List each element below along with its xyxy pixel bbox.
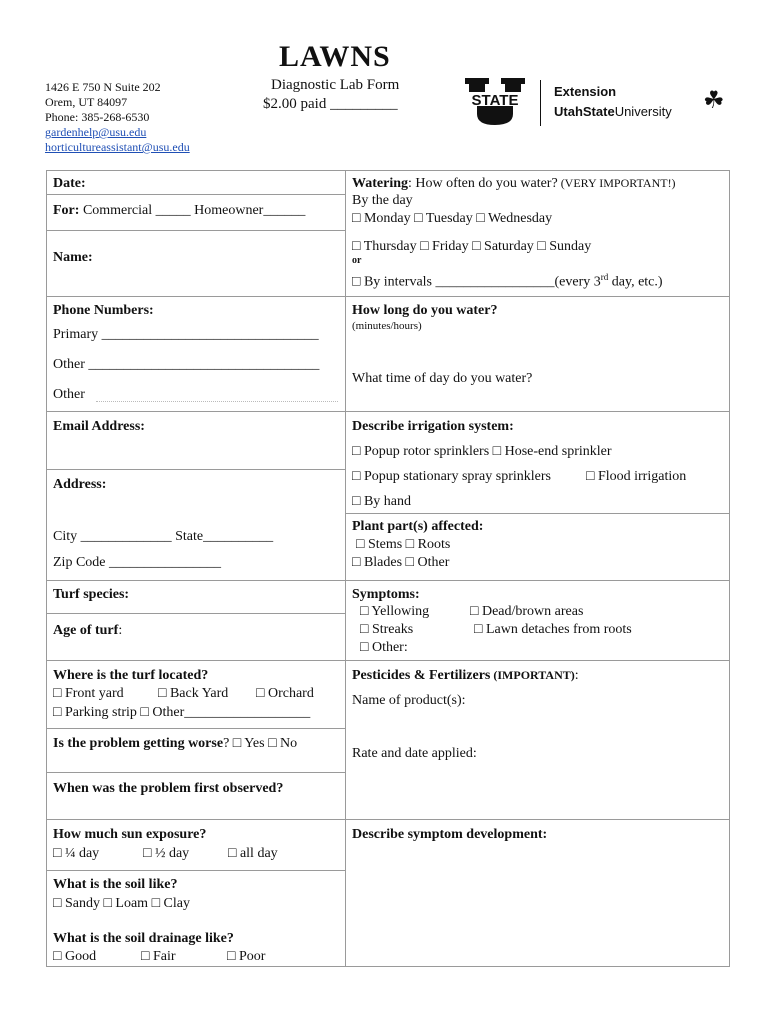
checkbox-back-yard[interactable]: □ Back Yard [158,686,229,701]
rate-date-label: Rate and date applied: [352,746,477,761]
plant-parts-label: Plant part(s) affected: [352,519,484,534]
checkbox-orchard[interactable]: □ Orchard [256,686,314,701]
weekday-checkboxes-1[interactable]: □ Monday □ Tuesday □ Wednesday [352,211,553,226]
checkbox-drainage-poor[interactable]: □ Poor [227,949,266,964]
symptom-development-label: Describe symptom development: [352,827,548,842]
usu-name: UtahStateUniversity [554,104,672,119]
email-link-gardenhelp[interactable]: gardenhelp@usu.edu [45,125,147,139]
checkbox-front-yard[interactable]: □ Front yard [53,686,124,701]
problem-worse-field[interactable]: Is the problem getting worse? □ Yes □ No [53,736,298,751]
name-label: Name: [53,250,93,265]
turf-species-label: Turf species: [53,587,130,602]
checkbox-popup-stationary[interactable]: □ Popup stationary spray sprinklers [352,469,551,484]
for-field[interactable]: For: Commercial _____ Homeowner______ [53,203,306,218]
checkbox-half-day[interactable]: □ ½ day [143,846,190,861]
address-label: Address: [53,477,107,492]
checkbox-streaks[interactable]: □ Streaks [360,622,414,637]
paid-field[interactable]: $2.00 paid _________ [263,96,398,112]
email-address-label: Email Address: [53,419,145,434]
first-observed-label: When was the problem first observed? [53,781,284,796]
page-title: LAWNS [279,40,391,73]
checkbox-drainage-fair[interactable]: □ Fair [141,949,176,964]
product-name-label: Name of product(s): [352,693,466,708]
checkbox-parking-other[interactable]: □ Parking strip □ Other__________________ [53,705,311,720]
pesticides-label: Pesticides & Fertilizers (IMPORTANT): [352,668,579,683]
sun-exposure-label: How much sun exposure? [53,827,207,842]
checkbox-drainage-good[interactable]: □ Good [53,949,97,964]
plant-parts-options-1[interactable]: □ Stems □ Roots [356,537,451,552]
zip-code-field[interactable]: Zip Code ________________ [53,555,221,570]
extension-label: Extension [554,84,617,99]
checkbox-symptom-other[interactable]: □ Other: [360,640,408,655]
other-phone-field-1[interactable]: Other _________________________________ [53,357,320,372]
irrigation-system-label: Describe irrigation system: [352,419,514,434]
date-label: Date: [53,176,86,191]
checkbox-quarter-day[interactable]: □ ¼ day [53,846,100,861]
weekday-checkboxes-2[interactable]: □ Thursday □ Friday □ Saturday □ Sunday [352,239,592,254]
or-label: or [352,255,362,266]
form-subtitle: Diagnostic Lab Form [271,77,400,93]
irrigation-options-1[interactable]: □ Popup rotor sprinklers □ Hose-end sprinkler [352,444,612,459]
checkbox-yellowing[interactable]: □ Yellowing [360,604,430,619]
minutes-hours-hint: (minutes/hours) [352,320,422,332]
email-link-horticulture[interactable]: horticultureassistant@usu.edu [45,140,190,154]
phone-numbers-label: Phone Numbers: [53,303,154,318]
checkbox-all-day[interactable]: □ all day [228,846,278,861]
soil-type-options[interactable]: □ Sandy □ Loam □ Clay [53,896,190,911]
svg-text:STATE: STATE [471,92,519,109]
soil-type-label: What is the soil like? [53,877,178,892]
other-phone-field-2[interactable]: Other [53,387,85,402]
turf-location-label: Where is the turf located? [53,668,209,683]
soil-drainage-label: What is the soil drainage like? [53,931,234,946]
city-state-field[interactable]: City _____________ State__________ [53,529,274,544]
watering-duration-label: How long do you water? [352,303,498,318]
phone-line: Phone: 385-268-6530 [45,110,150,124]
checkbox-by-hand[interactable]: □ By hand [352,494,412,509]
age-of-turf-label: Age of turf: [53,623,123,638]
interval-field[interactable]: □ By intervals _________________(every 3rd day, etc.) [352,272,663,290]
plant-parts-options-2[interactable]: □ Blades □ Other [352,555,450,570]
checkbox-dead-brown[interactable]: □ Dead/brown areas [470,604,584,619]
four-h-clover-icon: ☘ [703,88,725,114]
checkbox-lawn-detaches[interactable]: □ Lawn detaches from roots [474,622,632,637]
checkbox-flood-irrigation[interactable]: □ Flood irrigation [586,469,687,484]
usu-state-logo [465,78,525,126]
symptoms-label: Symptoms: [352,587,420,602]
watering-label: Watering: How often do you water? (VERY IMPORTANT!) [352,176,676,191]
logo-divider [540,80,541,126]
watering-time-label: What time of day do you water? [352,371,533,386]
address-line-1: 1426 E 750 N Suite 202 [45,80,161,94]
by-the-day-label: By the day [352,193,413,208]
address-line-2: Orem, UT 84097 [45,95,128,109]
other-phone-line [96,401,338,402]
primary-phone-field[interactable]: Primary _______________________________ [53,327,319,342]
